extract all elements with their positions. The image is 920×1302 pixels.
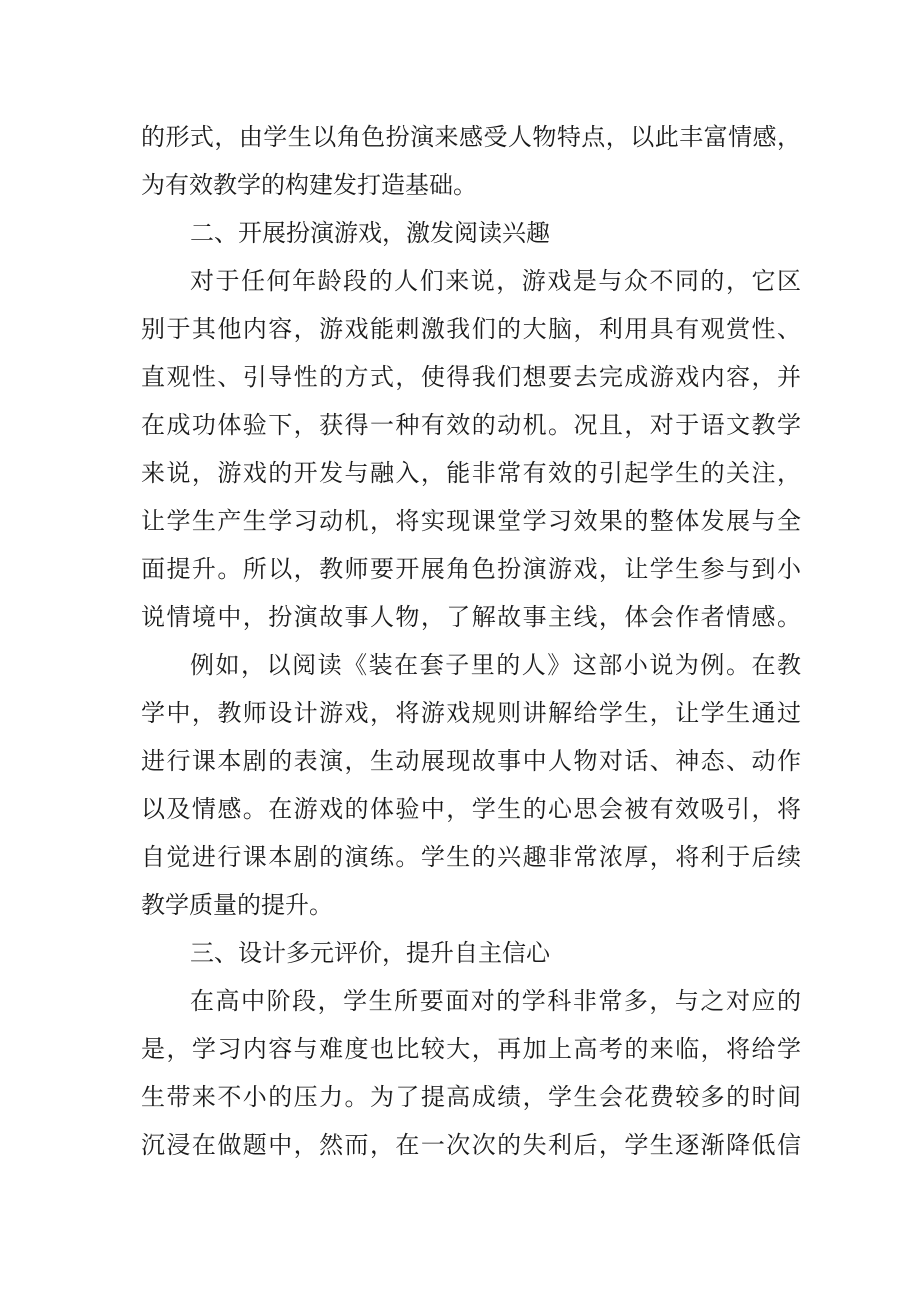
paragraph-line: 以及情感。在游戏的体验中，学生的心思会被有效吸引，将 [141, 795, 801, 823]
paragraph-line: 直观性、引导性的方式，使得我们想要去完成游戏内容，并 [141, 363, 801, 391]
paragraph-line: 自觉进行课本剧的演练。学生的兴趣非常浓厚，将利于后续 [141, 843, 801, 871]
paragraph-line: 在高中阶段，学生所要面对的学科非常多，与之对应的 [190, 987, 801, 1015]
paragraph-line: 进行课本剧的表演，生动展现故事中人物对话、神态、动作 [141, 747, 801, 775]
paragraph-line: 来说，游戏的开发与融入，能非常有效的引起学生的关注， [141, 459, 801, 487]
paragraph-line: 是，学习内容与难度也比较大，再加上高考的来临，将给学 [141, 1035, 801, 1063]
section-heading: 二、开展扮演游戏，激发阅读兴趣 [190, 219, 550, 247]
paragraph-line: 别于其他内容，游戏能刺激我们的大脑，利用具有观赏性、 [141, 315, 801, 343]
paragraph-line: 在成功体验下，获得一种有效的动机。况且，对于语文教学 [141, 411, 801, 439]
document-body [141, 113, 801, 1169]
paragraph-line: 对于任何年龄段的人们来说，游戏是与众不同的，它区 [190, 267, 801, 295]
section-heading: 三、设计多元评价，提升自主信心 [190, 939, 550, 967]
paragraph-line: 面提升。所以，教师要开展角色扮演游戏，让学生参与到小 [141, 555, 801, 583]
paragraph-line: 学中，教师设计游戏，将游戏规则讲解给学生，让学生通过 [141, 699, 801, 727]
paragraph-line: 说情境中，扮演故事人物，了解故事主线，体会作者情感。 [141, 603, 801, 631]
paragraph-line: 为有效教学的构建发打造基础。 [141, 171, 477, 199]
paragraph-line: 沉浸在做题中，然而，在一次次的失利后，学生逐渐降低信 [141, 1131, 801, 1159]
paragraph-line: 让学生产生学习动机，将实现课堂学习效果的整体发展与全 [141, 507, 801, 535]
paragraph-line: 例如，以阅读《装在套子里的人》这部小说为例。在教 [190, 651, 801, 679]
paragraph-line: 生带来不小的压力。为了提高成绩，学生会花费较多的时间 [141, 1083, 801, 1111]
paragraph-line: 的形式，由学生以角色扮演来感受人物特点，以此丰富情感， [141, 123, 801, 151]
paragraph-line: 教学质量的提升。 [141, 891, 333, 919]
